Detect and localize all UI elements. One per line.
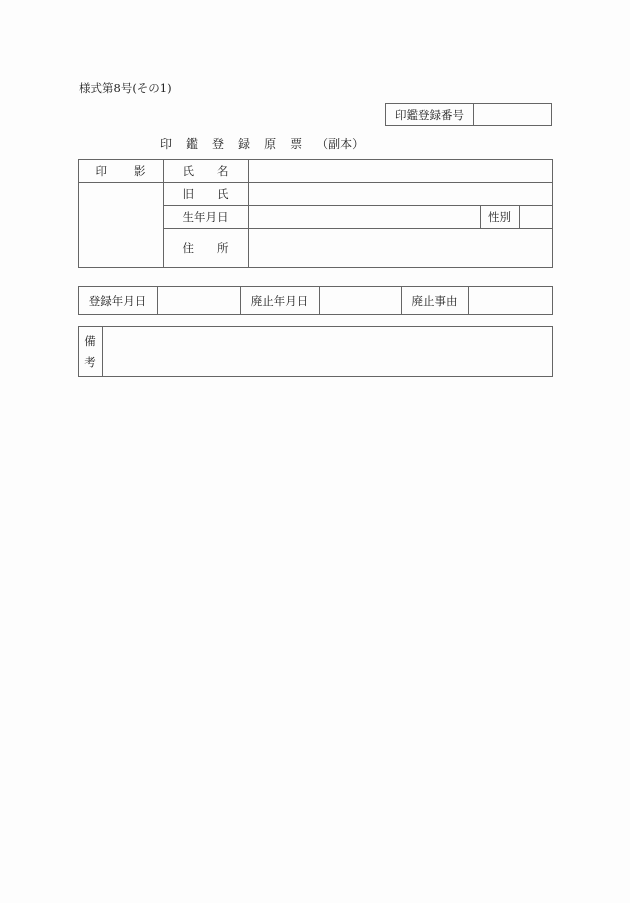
gender-field[interactable] [520, 206, 552, 228]
page-title [160, 135, 364, 152]
name-field[interactable] [249, 160, 552, 182]
abolition-reason-field[interactable] [469, 287, 552, 314]
registration-number-table [385, 103, 552, 126]
label-char: 印 [95, 163, 107, 178]
abolition-date-field[interactable] [320, 287, 401, 314]
title-char: 原 [264, 137, 277, 151]
title-char: 票 [290, 137, 303, 151]
registration-date-field[interactable] [158, 287, 240, 314]
registration-number-label: 印鑑登録番号 [386, 104, 474, 125]
former-name-label [163, 182, 248, 205]
remarks-field[interactable] [103, 327, 552, 376]
seal-impression-field[interactable] [79, 183, 163, 267]
remarks-label [78, 326, 102, 377]
name-label [163, 159, 248, 182]
label-char: 住 [182, 241, 194, 255]
title-char: 鑑 [186, 137, 199, 151]
title-char: 印 [160, 137, 173, 151]
birthdate-field[interactable] [249, 206, 480, 228]
seal-impression-label [78, 159, 163, 182]
label-char: 備 [84, 333, 96, 348]
label-char: 名 [217, 163, 229, 178]
label-char: 旧 [182, 186, 194, 201]
label-char: 考 [84, 355, 96, 370]
label-char: 影 [134, 163, 146, 178]
address-field[interactable] [249, 229, 552, 267]
gender-label: 性別 [488, 209, 511, 224]
title-char: 録 [238, 137, 251, 151]
abolition-date-label: 廃止年月日 [250, 293, 309, 308]
title-char: 登 [212, 137, 225, 151]
form-number: 様式第8号(その1) [79, 81, 172, 95]
title-suffix: （副本） [316, 137, 365, 151]
label-char: 氏 [217, 186, 229, 201]
former-name-field[interactable] [249, 183, 552, 205]
registration-date-label: 登録年月日 [88, 293, 147, 308]
address-label [163, 228, 248, 268]
label-char: 所 [217, 241, 229, 255]
label-char: 氏 [182, 163, 194, 178]
abolition-reason-label: 廃止事由 [411, 293, 458, 308]
birthdate-label: 生年月日 [182, 209, 229, 224]
registration-number-field[interactable] [474, 104, 551, 125]
